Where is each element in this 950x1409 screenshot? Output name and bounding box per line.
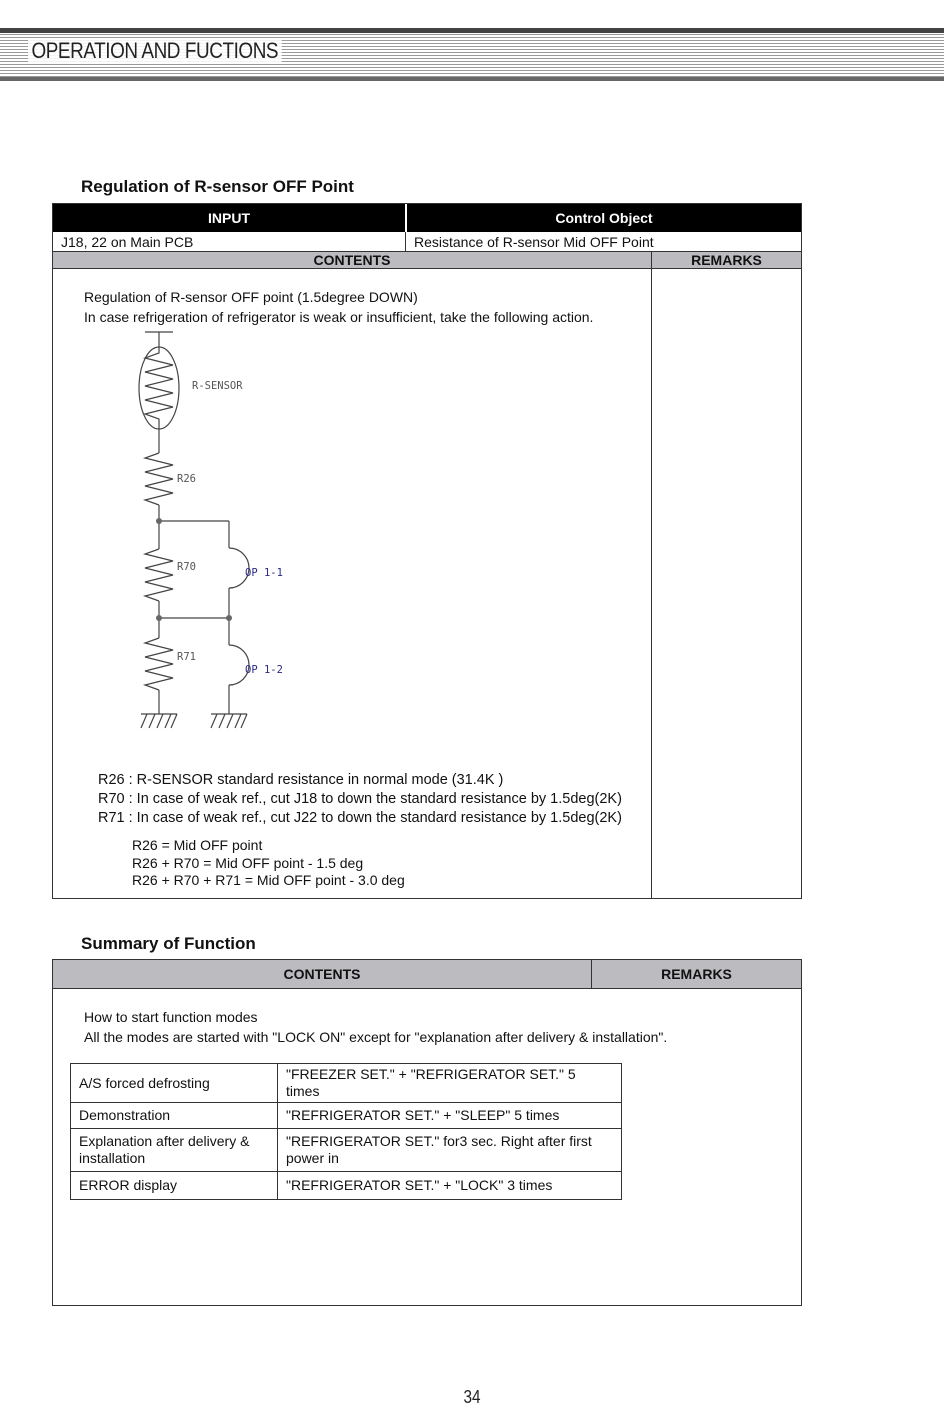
formula-3: R26 + R70 + R71 = Mid OFF point - 3.0 deg [132, 872, 405, 888]
input-divider [405, 232, 406, 251]
mode-method: "REFRIGERATOR SET." + "SLEEP" 5 times [278, 1103, 622, 1129]
page-number: 34 [463, 1387, 481, 1407]
junction-dot [226, 615, 232, 621]
r71-label: R71 [177, 651, 196, 663]
op1-2-label: OP 1-2 [245, 664, 283, 676]
function-modes-table [70, 1063, 622, 1200]
formula-1: R26 = Mid OFF point [132, 837, 263, 853]
note-r26: R26 : R-SENSOR standard resistance in normal mode (31.4K ) [98, 772, 504, 788]
r70-resistor [145, 549, 173, 601]
remarks-divider [651, 251, 652, 898]
input-header: INPUT [53, 204, 405, 232]
r26-label: R26 [177, 473, 196, 485]
mode-name: A/S forced defrosting [71, 1064, 278, 1103]
summary-intro-line-2: All the modes are started with "LOCK ON" except for "explanation after delivery & installation". [84, 1029, 668, 1045]
table-row [71, 1172, 622, 1200]
mode-method: "REFRIGERATOR SET." + "LOCK" 3 times [278, 1172, 622, 1200]
junction-dot [156, 518, 162, 524]
mode-name: Demonstration [71, 1103, 278, 1129]
page-title: OPERATION AND FUCTIONS [28, 38, 282, 64]
control-object-header: Control Object [407, 204, 801, 232]
formula-2: R26 + R70 = Mid OFF point - 1.5 deg [132, 855, 364, 871]
control-object-value: Resistance of R-sensor Mid OFF Point [414, 234, 654, 250]
r-sensor-label: R-SENSOR [192, 380, 243, 392]
page-header [0, 28, 944, 82]
input-value: J18, 22 on Main PCB [61, 234, 194, 250]
r-sensor-circuit-diagram [120, 325, 380, 735]
mode-name: ERROR display [71, 1172, 278, 1200]
r-sensor-resistor [145, 347, 173, 429]
intro-line-2: In case refrigeration of refrigerator is weak or insufficient, take the following action. [84, 309, 594, 325]
remarks-header: REMARKS [652, 251, 801, 269]
note-r70: R70 : In case of weak ref., cut J18 to down the standard resistance by 1.5deg(2K) [98, 791, 622, 807]
table-row [71, 1103, 622, 1129]
section-title-summary: Summary of Function [81, 934, 256, 953]
header-top-rule [0, 28, 944, 33]
summary-contents-header: CONTENTS [53, 960, 591, 989]
header-bottom-rule [0, 77, 944, 81]
table-row [71, 1129, 622, 1172]
contents-header: CONTENTS [53, 251, 651, 269]
summary-intro-line-1: How to start function modes [84, 1009, 258, 1025]
r-sensor-outline [139, 347, 179, 429]
mode-method: "FREEZER SET." + "REFRIGERATOR SET." 5 times [278, 1064, 622, 1103]
mode-name: Explanation after delivery & installation [71, 1129, 278, 1172]
note-r71: R71 : In case of weak ref., cut J22 to down the standard resistance by 1.5deg(2K) [98, 810, 622, 826]
r26-resistor [145, 453, 173, 505]
summary-remarks-header: REMARKS [592, 960, 801, 989]
r70-label: R70 [177, 561, 196, 573]
summary-header-divider [591, 960, 592, 989]
mode-method: "REFRIGERATOR SET." for3 sec. Right after first power in [278, 1129, 622, 1172]
r71-resistor [145, 638, 173, 690]
junction-dot [156, 615, 162, 621]
table-row [71, 1064, 622, 1103]
intro-line-1: Regulation of R-sensor OFF point (1.5degree DOWN) [84, 289, 418, 305]
op1-1-label: OP 1-1 [245, 567, 283, 579]
section-title-regulation: Regulation of R-sensor OFF Point [81, 177, 354, 196]
